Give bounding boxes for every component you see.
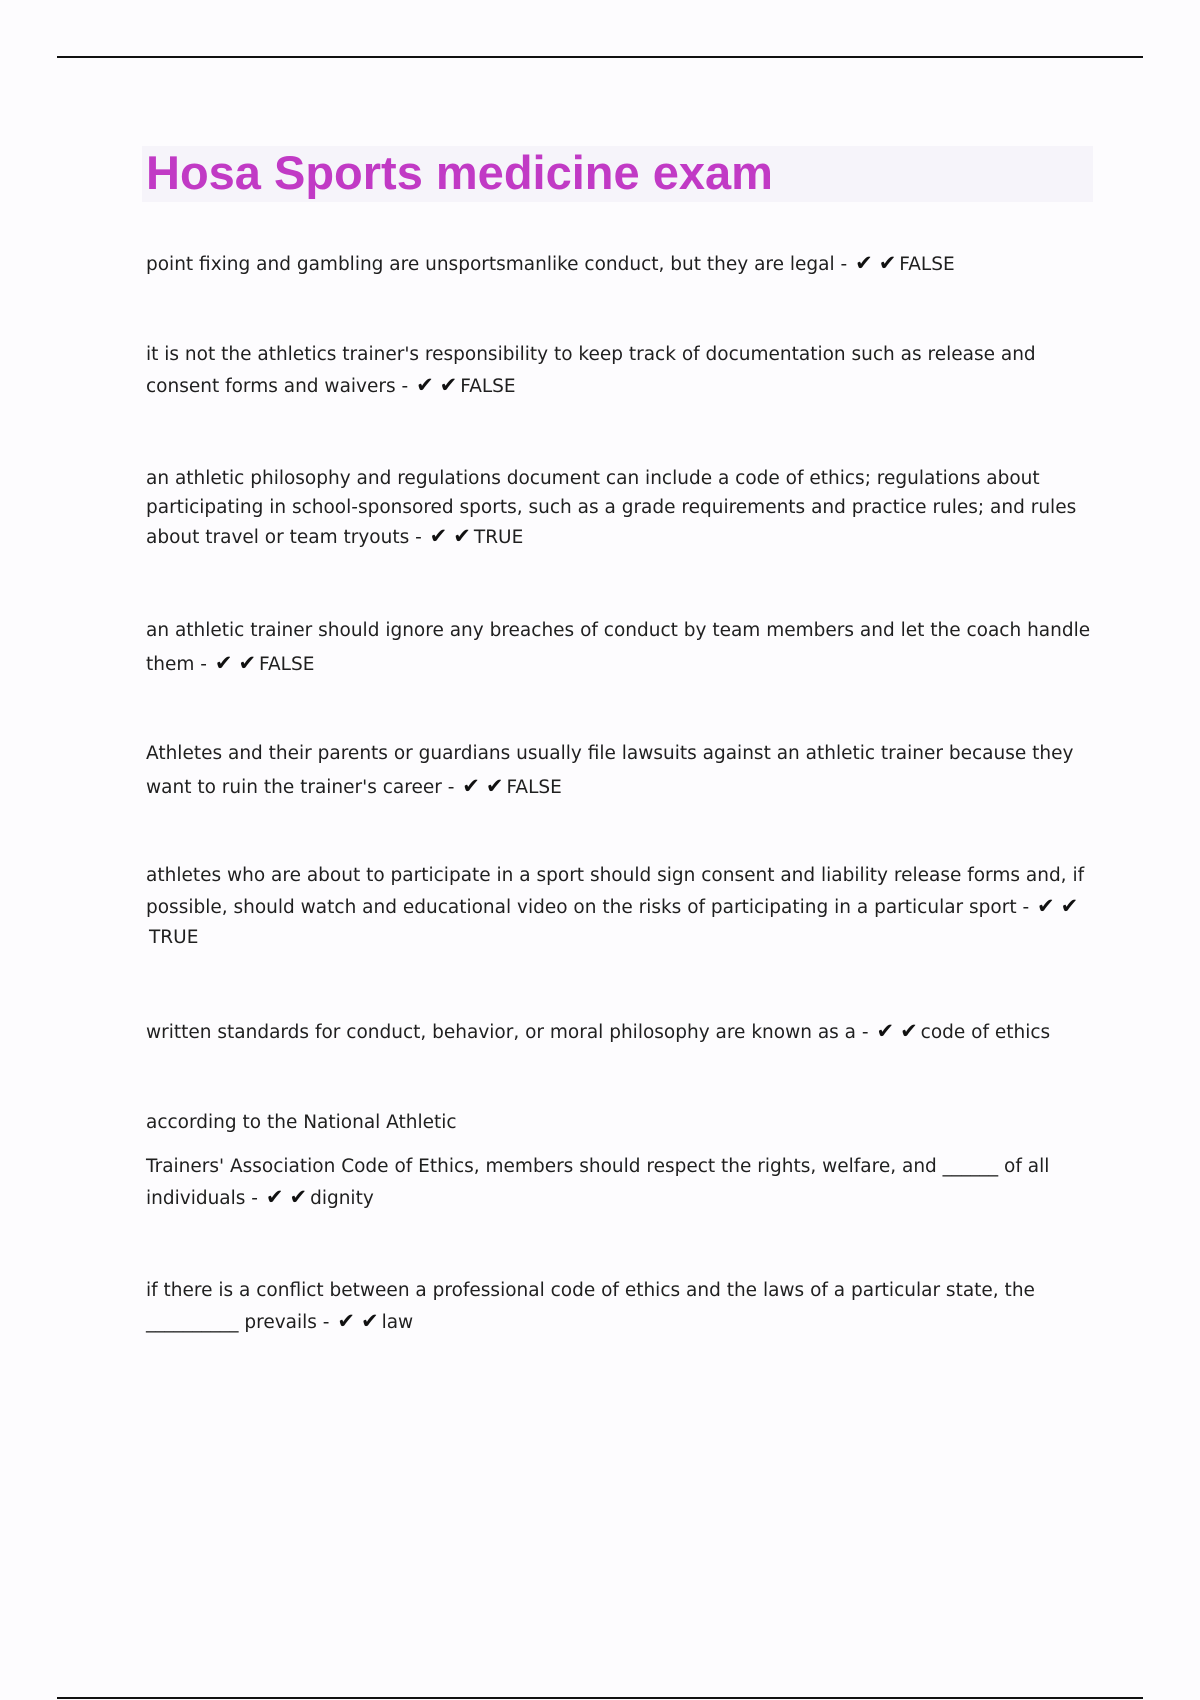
answer-text: FALSE bbox=[460, 376, 516, 397]
check-icon: ✔ bbox=[1037, 894, 1055, 918]
qa-item bbox=[146, 615, 1096, 681]
answer-text: FALSE bbox=[899, 254, 955, 275]
qa-item bbox=[146, 1017, 1096, 1047]
qa-text bbox=[146, 464, 1096, 552]
qa-item bbox=[146, 738, 1096, 804]
question-text: point fixing and gambling are unsportsmanlike conduct, but they are legal - bbox=[146, 254, 854, 275]
qa-item bbox=[146, 340, 1096, 402]
question-text: Athletes and their parents or guardians usually file lawsuits against an athletic trainer because they want to ruin the trainer's career - bbox=[146, 743, 1074, 798]
question-text: an athletic trainer should ignore any breaches of conduct by team members and let the coach handle them - bbox=[146, 620, 1091, 675]
question-text: it is not the athletics trainer's responsibility to keep track of documentation such as release and consent forms and waivers - bbox=[146, 344, 1036, 397]
answer-text: law bbox=[381, 1312, 414, 1333]
answer-text: FALSE bbox=[506, 777, 562, 798]
qa-item bbox=[146, 1275, 1096, 1338]
qa-item bbox=[146, 1108, 1096, 1214]
question-intro: according to the National Athletic bbox=[146, 1112, 457, 1133]
footer-rule bbox=[57, 1697, 1143, 1699]
check-icon: ✔ bbox=[214, 651, 233, 675]
answer-text: FALSE bbox=[259, 654, 315, 675]
answer-text: TRUE bbox=[149, 927, 199, 948]
check-icon: ✔ bbox=[878, 251, 897, 275]
qa-item bbox=[146, 861, 1096, 953]
check-icon: ✔ bbox=[337, 1309, 355, 1333]
document-title: Hosa Sports medicine exam bbox=[146, 146, 773, 199]
check-icon: ✔ bbox=[439, 373, 458, 397]
qa-text bbox=[146, 1275, 1096, 1338]
check-icon: ✔ bbox=[429, 524, 448, 548]
question-text: athletes who are about to participate in a sport should sign consent and liability release forms and, if possible, should watch and educational video on the risks of participating in a particular sport - bbox=[146, 865, 1085, 918]
check-icon: ✔ bbox=[289, 1185, 308, 1209]
check-icon: ✔ bbox=[855, 251, 873, 275]
qa-item bbox=[146, 249, 1096, 279]
check-icon: ✔ bbox=[453, 524, 471, 548]
question-text: written standards for conduct, behavior, or moral philosophy are known as a - bbox=[146, 1022, 875, 1043]
qa-text bbox=[146, 615, 1096, 681]
check-icon: ✔ bbox=[876, 1019, 895, 1043]
answer-text: dignity bbox=[310, 1188, 374, 1209]
qa-text bbox=[146, 1017, 1096, 1047]
check-icon: ✔ bbox=[462, 774, 480, 798]
question-text: if there is a conflict between a professional code of ethics and the laws of a particular state, the __________ prevails - bbox=[146, 1280, 1035, 1333]
qa-text bbox=[146, 340, 1096, 402]
check-icon: ✔ bbox=[900, 1019, 918, 1043]
qa-text bbox=[146, 1152, 1096, 1214]
check-icon: ✔ bbox=[1060, 894, 1079, 918]
check-icon: ✔ bbox=[416, 373, 434, 397]
qa-text bbox=[146, 249, 1096, 279]
qa-item bbox=[146, 464, 1096, 552]
question-text: an athletic philosophy and regulations document can include a code of ethics; regulations about participating in school-sponsored sports, such as a grade requirements and practice rules; and rules about travel or team tryouts - bbox=[146, 468, 1077, 548]
check-icon: ✔ bbox=[485, 774, 504, 798]
check-icon: ✔ bbox=[238, 651, 257, 675]
header-rule bbox=[57, 56, 1143, 58]
qa-text bbox=[146, 738, 1096, 804]
qa-text bbox=[146, 861, 1096, 953]
question-text: Trainers' Association Code of Ethics, members should respect the rights, welfare, and ______ of all individuals - bbox=[146, 1156, 1050, 1209]
check-icon: ✔ bbox=[265, 1185, 284, 1209]
answer-text: code of ethics bbox=[920, 1022, 1051, 1043]
answer-text: TRUE bbox=[473, 527, 524, 548]
check-icon: ✔ bbox=[360, 1309, 379, 1333]
